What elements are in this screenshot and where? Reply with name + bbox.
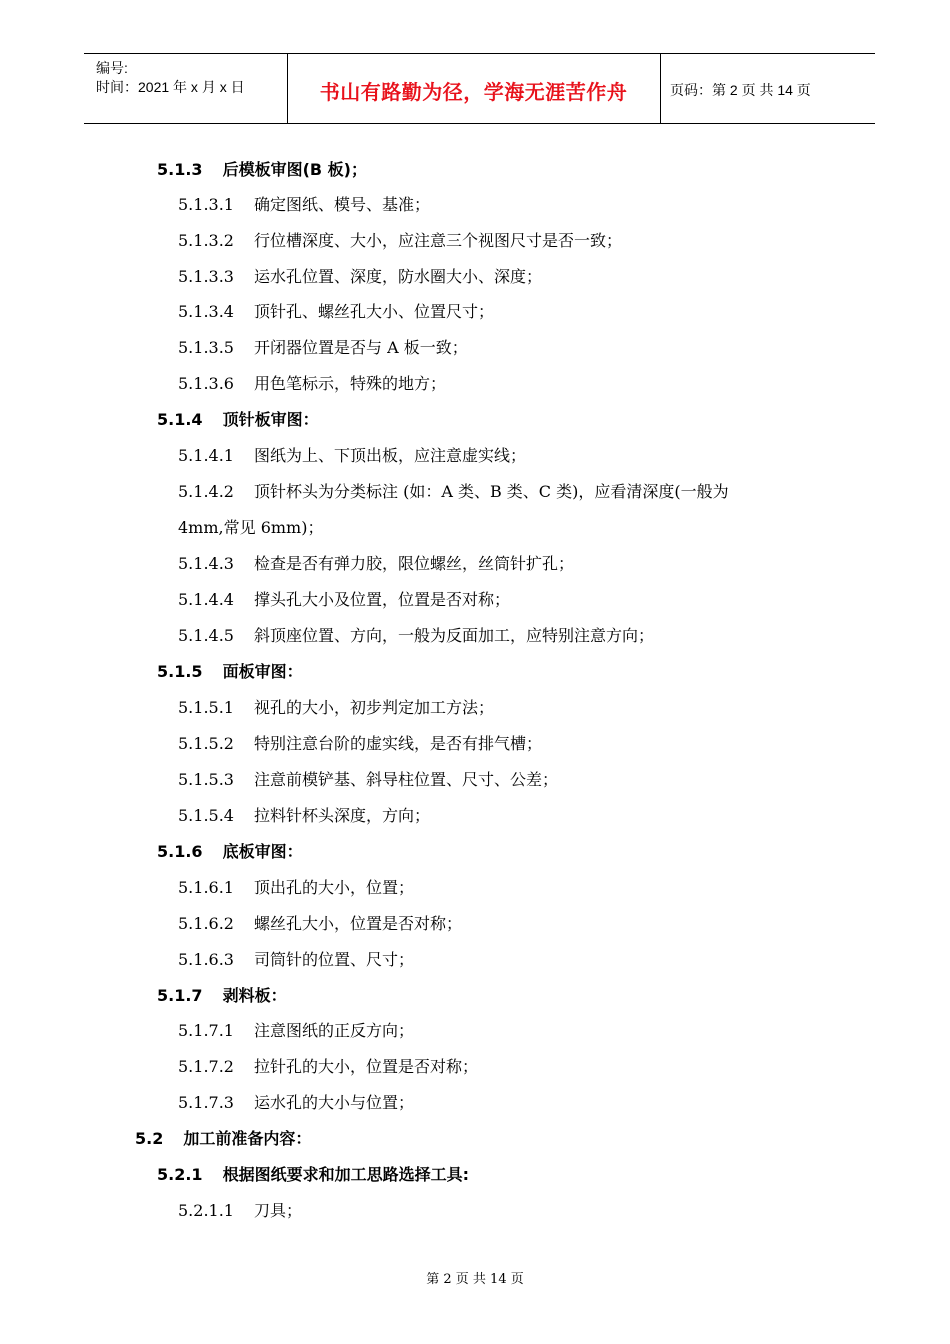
list-item xyxy=(178,338,468,358)
list-item xyxy=(178,698,494,718)
document-date-label: 时间：2021 年 x 月 x 日 xyxy=(96,79,245,95)
item-number: 5.1.5.2 xyxy=(178,734,234,753)
section-title: 顶针板审图： xyxy=(222,410,319,429)
section-number: 5.2.1 xyxy=(157,1165,203,1184)
list-item xyxy=(178,1201,302,1221)
item-text: 螺丝孔大小，位置是否对称； xyxy=(253,914,462,933)
item-number: 5.1.7.1 xyxy=(178,1021,234,1040)
item-text: 4mm,常见 6mm)； xyxy=(178,518,324,537)
list-item xyxy=(178,950,414,970)
item-text: 斜顶座位置、方向，一般为反面加工，应特别注意方向； xyxy=(253,626,654,645)
item-number: 5.2.1.1 xyxy=(178,1201,234,1220)
document-number-label: 编号: xyxy=(96,60,128,76)
item-number: 5.1.3.6 xyxy=(178,374,234,393)
item-number: 5.1.5.3 xyxy=(178,770,234,789)
item-number: 5.1.4.1 xyxy=(178,446,234,465)
item-number: 5.1.5.1 xyxy=(178,698,234,717)
item-text: 司筒针的位置、尺寸； xyxy=(253,950,414,969)
item-text: 运水孔的大小与位置； xyxy=(253,1093,414,1112)
section-heading xyxy=(135,1129,311,1149)
list-item xyxy=(178,374,446,394)
item-text: 注意图纸的正反方向； xyxy=(253,1021,414,1040)
item-number: 5.1.3.5 xyxy=(178,338,234,357)
header-motto: 书山有路勤为径，学海无涯苦作舟 xyxy=(319,80,628,104)
header-page-info: 页码：第 2 页 共 14 页 xyxy=(670,82,811,98)
section-number: 5.2 xyxy=(135,1129,164,1148)
item-number: 5.1.4.3 xyxy=(178,554,234,573)
list-item xyxy=(178,1057,478,1077)
item-number: 5.1.7.2 xyxy=(178,1057,234,1076)
list-item xyxy=(178,878,414,898)
list-item xyxy=(178,302,494,322)
list-item xyxy=(178,446,526,466)
section-heading xyxy=(157,662,303,682)
item-number: 5.1.3.2 xyxy=(178,231,234,250)
item-text: 撑头孔大小及位置，位置是否对称； xyxy=(253,590,510,609)
item-text: 视孔的大小，初步判定加工方法； xyxy=(253,698,494,717)
list-item xyxy=(178,482,729,502)
header-page-cell xyxy=(660,54,875,123)
item-number: 5.1.4.5 xyxy=(178,626,234,645)
section-number: 5.1.3 xyxy=(157,160,203,179)
list-item xyxy=(178,231,622,251)
item-number: 5.1.3.4 xyxy=(178,302,234,321)
list-item xyxy=(178,770,558,790)
section-title: 剥料板： xyxy=(222,986,287,1005)
item-text: 用色笔标示，特殊的地方； xyxy=(253,374,446,393)
list-item xyxy=(178,1093,414,1113)
list-item-continuation xyxy=(178,518,323,538)
item-number: 5.1.6.2 xyxy=(178,914,234,933)
item-text: 行位槽深度、大小，应注意三个视图尺寸是否一致； xyxy=(253,231,622,250)
document-header xyxy=(84,53,875,124)
header-left-cell xyxy=(84,54,288,123)
section-title: 面板审图： xyxy=(222,662,303,681)
section-title: 后模板审图(B 板)； xyxy=(222,160,367,179)
item-text: 图纸为上、下顶出板，应注意虚实线； xyxy=(253,446,526,465)
section-title: 根据图纸要求和加工思路选择工具: xyxy=(222,1165,469,1184)
item-text: 顶针杯头为分类标注 (如：A 类、B 类、C 类)，应看清深度(一般为 xyxy=(253,482,729,501)
item-text: 刀具； xyxy=(253,1201,302,1220)
section-number: 5.1.4 xyxy=(157,410,203,429)
list-item xyxy=(178,734,542,754)
item-text: 拉针孔的大小，位置是否对称； xyxy=(253,1057,478,1076)
list-item xyxy=(178,590,510,610)
header-motto-cell xyxy=(287,54,661,123)
item-text: 拉料针杯头深度，方向； xyxy=(253,806,430,825)
section-heading xyxy=(157,1165,469,1185)
section-number: 5.1.5 xyxy=(157,662,203,681)
item-number: 5.1.3.3 xyxy=(178,267,234,286)
item-text: 运水孔位置、深度，防水圈大小、深度； xyxy=(253,267,542,286)
item-number: 5.1.4.2 xyxy=(178,482,234,501)
section-heading xyxy=(157,842,303,862)
section-title: 底板审图： xyxy=(222,842,303,861)
section-heading xyxy=(157,160,367,180)
list-item xyxy=(178,914,462,934)
list-item xyxy=(178,1021,414,1041)
item-number: 5.1.3.1 xyxy=(178,195,234,214)
section-number: 5.1.6 xyxy=(157,842,203,861)
section-heading xyxy=(157,410,319,430)
item-number: 5.1.4.4 xyxy=(178,590,234,609)
item-number: 5.1.7.3 xyxy=(178,1093,234,1112)
item-number: 5.1.6.1 xyxy=(178,878,234,897)
list-item xyxy=(178,267,542,287)
page-footer: 第 2 页 共 14 页 xyxy=(426,1272,524,1287)
list-item xyxy=(178,554,574,574)
item-text: 注意前模铲基、斜导柱位置、尺寸、公差； xyxy=(253,770,558,789)
item-text: 确定图纸、模号、基准； xyxy=(253,195,430,214)
item-text: 开闭器位置是否与 A 板一致； xyxy=(253,338,468,357)
item-text: 顶出孔的大小，位置； xyxy=(253,878,414,897)
item-text: 检查是否有弹力胶，限位螺丝，丝筒针扩孔； xyxy=(253,554,574,573)
list-item xyxy=(178,806,430,826)
section-heading xyxy=(157,986,287,1006)
section-title: 加工前准备内容： xyxy=(183,1129,312,1148)
item-text: 特别注意台阶的虚实线，是否有排气槽； xyxy=(253,734,542,753)
section-number: 5.1.7 xyxy=(157,986,203,1005)
list-item xyxy=(178,626,654,646)
item-number: 5.1.5.4 xyxy=(178,806,234,825)
list-item xyxy=(178,195,430,215)
item-text: 顶针孔、螺丝孔大小、位置尺寸； xyxy=(253,302,494,321)
item-number: 5.1.6.3 xyxy=(178,950,234,969)
